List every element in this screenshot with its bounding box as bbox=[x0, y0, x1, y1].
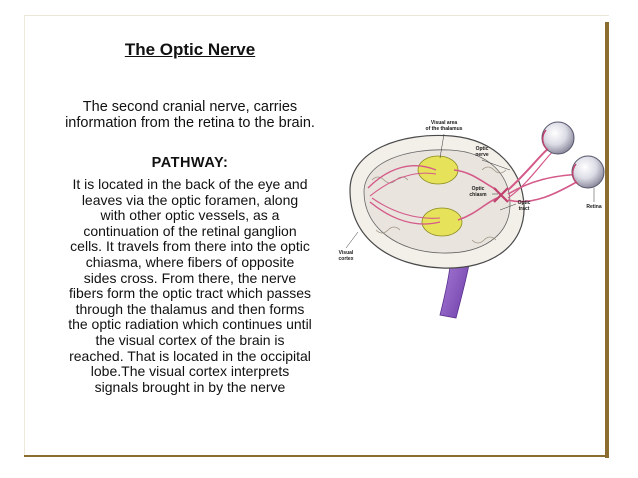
label-optic-chiasm: Optic bbox=[471, 186, 485, 192]
label-visual-cortex-2: cortex bbox=[338, 256, 354, 262]
body-line: chiasma, where fibers of opposite bbox=[85, 253, 295, 270]
bottom-border bbox=[24, 455, 609, 457]
label-visual-area: Visual area bbox=[430, 120, 458, 126]
body-line: It is located in the back of the eye and bbox=[72, 176, 308, 192]
label-optic-tract: Optic bbox=[517, 200, 531, 206]
intro-line: information from the retina to the brain. bbox=[65, 115, 315, 131]
body-line: cells. It travels from there into the optic bbox=[70, 238, 310, 255]
left-border bbox=[24, 16, 25, 456]
body-line: the visual cortex of the brain is bbox=[95, 331, 285, 348]
right-thalamus bbox=[422, 208, 462, 236]
pathway-paragraph bbox=[40, 177, 340, 395]
label-optic-nerve-2: nerve bbox=[475, 152, 489, 158]
section-heading: PATHWAY: bbox=[151, 155, 229, 171]
body-line: reached. That is located in the occipital bbox=[69, 347, 311, 364]
body-line: signals brought in by the nerve bbox=[94, 378, 286, 395]
label-optic-chiasm-2: chiasm bbox=[469, 192, 487, 198]
optic-pathway-diagram bbox=[332, 110, 607, 320]
body-line: the optic radiation which continues until bbox=[68, 316, 312, 333]
page-title: The Optic Nerve bbox=[124, 40, 256, 59]
body-line: sides cross. From there, the nerve bbox=[83, 269, 297, 286]
label-optic-tract-2: tract bbox=[518, 206, 530, 212]
label-visual-area-2: of the thalamus bbox=[425, 126, 463, 132]
body-line: fibers form the optic tract which passes bbox=[69, 285, 311, 302]
label-visual-cortex: Visual bbox=[338, 250, 354, 256]
body-line: with other optic vessels, as a bbox=[100, 207, 280, 224]
left-thalamus bbox=[418, 156, 458, 184]
label-retina: Retina bbox=[586, 204, 602, 210]
body-line: through the thalamus and then forms bbox=[75, 300, 305, 317]
body-line: leaves via the optic foramen, along bbox=[81, 191, 299, 208]
intro-line: The second cranial nerve, carries bbox=[82, 99, 298, 115]
leader-visual-cortex bbox=[346, 232, 358, 248]
optic-pathway-illustration bbox=[332, 110, 607, 320]
label-optic-nerve: Optic bbox=[475, 146, 489, 152]
body-line: lobe.The visual cortex interprets bbox=[90, 363, 290, 380]
intro-paragraph bbox=[38, 99, 342, 131]
top-border bbox=[24, 15, 609, 16]
body-line: continuation of the retinal ganglion bbox=[83, 222, 297, 239]
